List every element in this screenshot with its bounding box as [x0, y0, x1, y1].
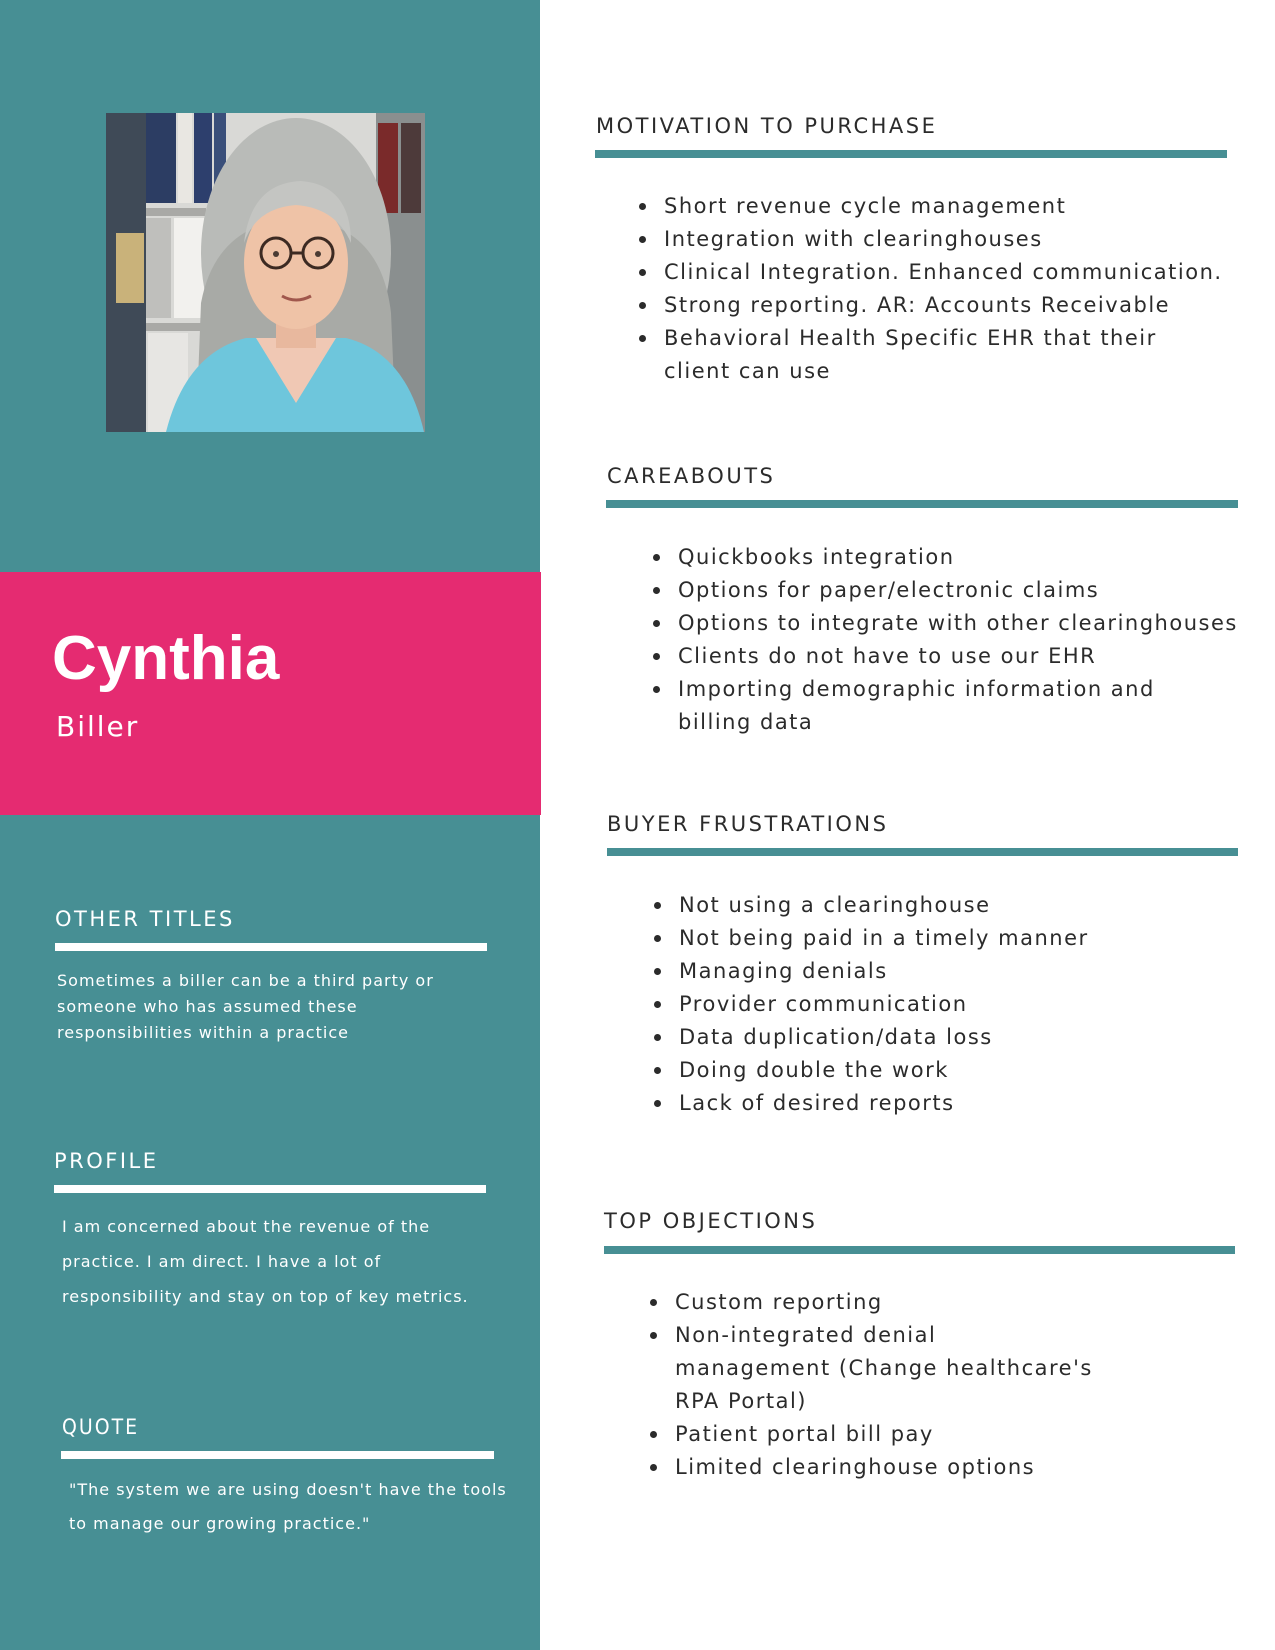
profile-line: I am concerned about the revenue of the: [62, 1217, 431, 1236]
bullet-icon: [653, 554, 660, 561]
bullet-icon: [653, 653, 660, 660]
careabouts-heading: CAREABOUTS: [607, 464, 776, 488]
objections-rule: [604, 1246, 1235, 1254]
frustrations-heading: BUYER FRUSTRATIONS: [607, 812, 889, 836]
list-item: Lack of desired reports: [652, 1087, 1232, 1120]
bullet-icon: [654, 935, 661, 942]
list-item: Options for paper/electronic claims: [651, 574, 1251, 607]
list-item: Patient portal bill pay: [648, 1418, 1228, 1451]
persona-photo: [106, 113, 425, 432]
bullet-icon: [653, 587, 660, 594]
other-titles-text: [57, 968, 434, 1046]
bullet-icon: [650, 1299, 657, 1306]
persona-photo-illustration: [106, 113, 425, 432]
motivation-heading: MOTIVATION TO PURCHASE: [596, 114, 938, 138]
bullet-icon: [653, 620, 660, 627]
profile-line: responsibility and stay on top of key metrics.: [62, 1287, 469, 1306]
list-item: Doing double the work: [652, 1054, 1232, 1087]
quote-rule: [61, 1451, 494, 1459]
bullet-icon: [639, 269, 646, 276]
list-item: Non-integrated denial management (Change healthcare's RPA Portal): [648, 1319, 1098, 1418]
list-item: Options to integrate with other clearinghouses: [651, 607, 1251, 640]
bullet-icon: [639, 335, 646, 342]
bullet-icon: [654, 1001, 661, 1008]
bullet-icon: [654, 1067, 661, 1074]
other-titles-line: someone who has assumed these: [57, 997, 358, 1016]
list-item: Short revenue cycle management: [637, 190, 1237, 223]
bullet-icon: [639, 203, 646, 210]
list-item: Data duplication/data loss: [652, 1021, 1232, 1054]
other-titles-rule: [55, 943, 487, 951]
list-item: Clinical Integration. Enhanced communication.: [637, 256, 1237, 289]
other-titles-line: Sometimes a biller can be a third party or: [57, 971, 434, 990]
careabouts-rule: [606, 500, 1238, 508]
list-item: Limited clearinghouse options: [648, 1451, 1228, 1484]
list-item: Strong reporting. AR: Accounts Receivable: [637, 289, 1237, 322]
list-item: Clients do not have to use our EHR: [651, 640, 1251, 673]
list-item: Integration with clearinghouses: [637, 223, 1237, 256]
profile-line: practice. I am direct. I have a lot of: [62, 1252, 382, 1271]
profile-heading: PROFILE: [54, 1149, 159, 1173]
bullet-icon: [650, 1332, 657, 1339]
bullet-icon: [639, 236, 646, 243]
bullet-icon: [654, 968, 661, 975]
profile-text: [62, 1209, 469, 1314]
bullet-icon: [639, 302, 646, 309]
motivation-rule: [595, 150, 1227, 158]
other-titles-line: responsibilities within a practice: [57, 1023, 349, 1042]
objections-list: [648, 1286, 1228, 1484]
frustrations-rule: [607, 848, 1238, 856]
bullet-icon: [654, 1100, 661, 1107]
list-item: Managing denials: [652, 955, 1232, 988]
list-item: Behavioral Health Specific EHR that their client can use: [637, 322, 1167, 388]
list-item: Custom reporting: [648, 1286, 1228, 1319]
bullet-icon: [654, 1034, 661, 1041]
other-titles-heading: OTHER TITLES: [55, 907, 235, 931]
frustrations-list: [652, 889, 1232, 1120]
bullet-icon: [654, 902, 661, 909]
list-item: Quickbooks integration: [651, 541, 1251, 574]
bullet-icon: [650, 1464, 657, 1471]
list-item: Importing demographic information and billing data: [651, 673, 1231, 739]
motivation-list: [637, 190, 1237, 388]
persona-name: Cynthia: [52, 624, 280, 693]
list-item: Provider communication: [652, 988, 1232, 1021]
list-item: Not being paid in a timely manner: [652, 922, 1232, 955]
name-band: [0, 572, 541, 815]
quote-heading: QUOTE: [62, 1415, 140, 1439]
quote-text: [69, 1473, 507, 1541]
list-item: Not using a clearinghouse: [652, 889, 1232, 922]
quote-line: "The system we are using doesn't have the tools: [69, 1480, 507, 1499]
bullet-icon: [653, 686, 660, 693]
quote-line: to manage our growing practice.": [69, 1514, 371, 1533]
objections-heading: TOP OBJECTIONS: [604, 1209, 818, 1233]
bullet-icon: [650, 1431, 657, 1438]
profile-rule: [54, 1185, 486, 1193]
persona-role: Biller: [56, 710, 140, 743]
careabouts-list: [651, 541, 1251, 739]
